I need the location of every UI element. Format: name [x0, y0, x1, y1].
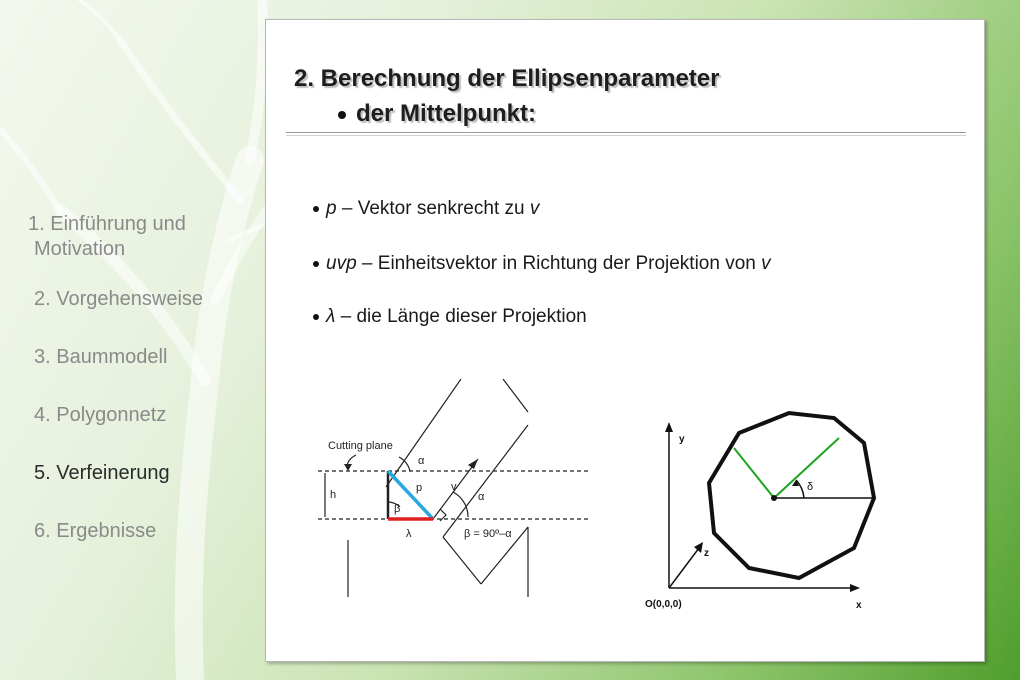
cutting-plane-diagram	[318, 377, 598, 602]
v-arrowhead	[468, 459, 478, 469]
nav-item-label-line2: Motivation	[34, 238, 126, 260]
label-beta: β	[394, 503, 401, 515]
label-delta: δ	[807, 481, 814, 493]
label-origin: O(0,0,0)	[645, 599, 682, 610]
nav-item-einfuehrung[interactable]	[28, 212, 248, 262]
label-z: z	[704, 548, 709, 559]
bullet-text: – die Länge dieser Projektion	[335, 306, 587, 327]
bullet-text: – Einheitsvektor in Richtung der Projektion von	[356, 253, 762, 274]
bullet-uvp-vector	[313, 253, 771, 275]
cylinder-edge-right	[503, 379, 528, 412]
slide-content-panel	[265, 19, 985, 662]
y-arrowhead	[665, 422, 673, 432]
z-axis	[669, 548, 699, 588]
nav-item-polygonnetz[interactable]: 4. Polygonnetz	[34, 404, 167, 426]
label-lambda: λ	[406, 528, 412, 540]
label-p: p	[416, 482, 423, 494]
slide-title: 2. Berechnung der Ellipsenparameter	[294, 65, 720, 92]
label-cutting-plane: Cutting plane	[328, 440, 393, 452]
x-arrowhead	[850, 584, 860, 592]
nav-item-ergebnisse[interactable]: 6. Ergebnisse	[34, 520, 157, 542]
symbol: p	[326, 198, 337, 219]
bullet-dot-icon	[313, 206, 319, 212]
bullet-dot-icon	[313, 314, 319, 320]
ellipse-outline	[709, 413, 874, 578]
ellipse-center-point	[771, 495, 777, 501]
symbol: v	[761, 253, 771, 274]
label-alpha-right: α	[478, 491, 485, 503]
nav-item-baummodell[interactable]: 3. Baummodell	[34, 346, 168, 368]
bullet-text: – Vektor senkrecht zu	[336, 198, 530, 219]
slide-subtitle-text: der Mittelpunkt:	[356, 100, 536, 127]
title-divider	[286, 132, 966, 133]
label-h: h	[330, 489, 337, 501]
label-v: v	[451, 481, 457, 493]
label-alpha-top: α	[418, 455, 425, 467]
symbol: λ	[326, 306, 336, 327]
ellipse-coordinate-diagram	[639, 408, 909, 613]
z-arrowhead	[694, 542, 703, 553]
symbol: uvp	[326, 253, 357, 274]
bullet-dot-icon	[338, 111, 346, 119]
nav-item-verfeinerung[interactable]: 5. Verfeinerung	[34, 462, 170, 484]
alpha-arc-top	[399, 457, 410, 471]
label-y: y	[679, 434, 685, 445]
nav-item-vorgehensweise[interactable]: 2. Vorgehensweise	[34, 288, 204, 310]
slide-subtitle	[338, 100, 536, 128]
title-divider-shadow	[286, 135, 966, 136]
bullet-dot-icon	[313, 261, 319, 267]
bullet-lambda-length	[313, 306, 587, 328]
cylinder-edge-bottom	[443, 537, 481, 584]
radius-line-left	[734, 448, 774, 498]
nav-item-label: 1. Einführung und	[28, 213, 186, 235]
section-navigation	[28, 212, 248, 577]
label-x: x	[856, 600, 862, 611]
symbol: v	[529, 198, 540, 219]
cutting-plane-arrowhead	[344, 464, 352, 471]
bullet-p-vector	[313, 198, 539, 220]
label-beta-eq: β = 90º–α	[464, 528, 512, 540]
